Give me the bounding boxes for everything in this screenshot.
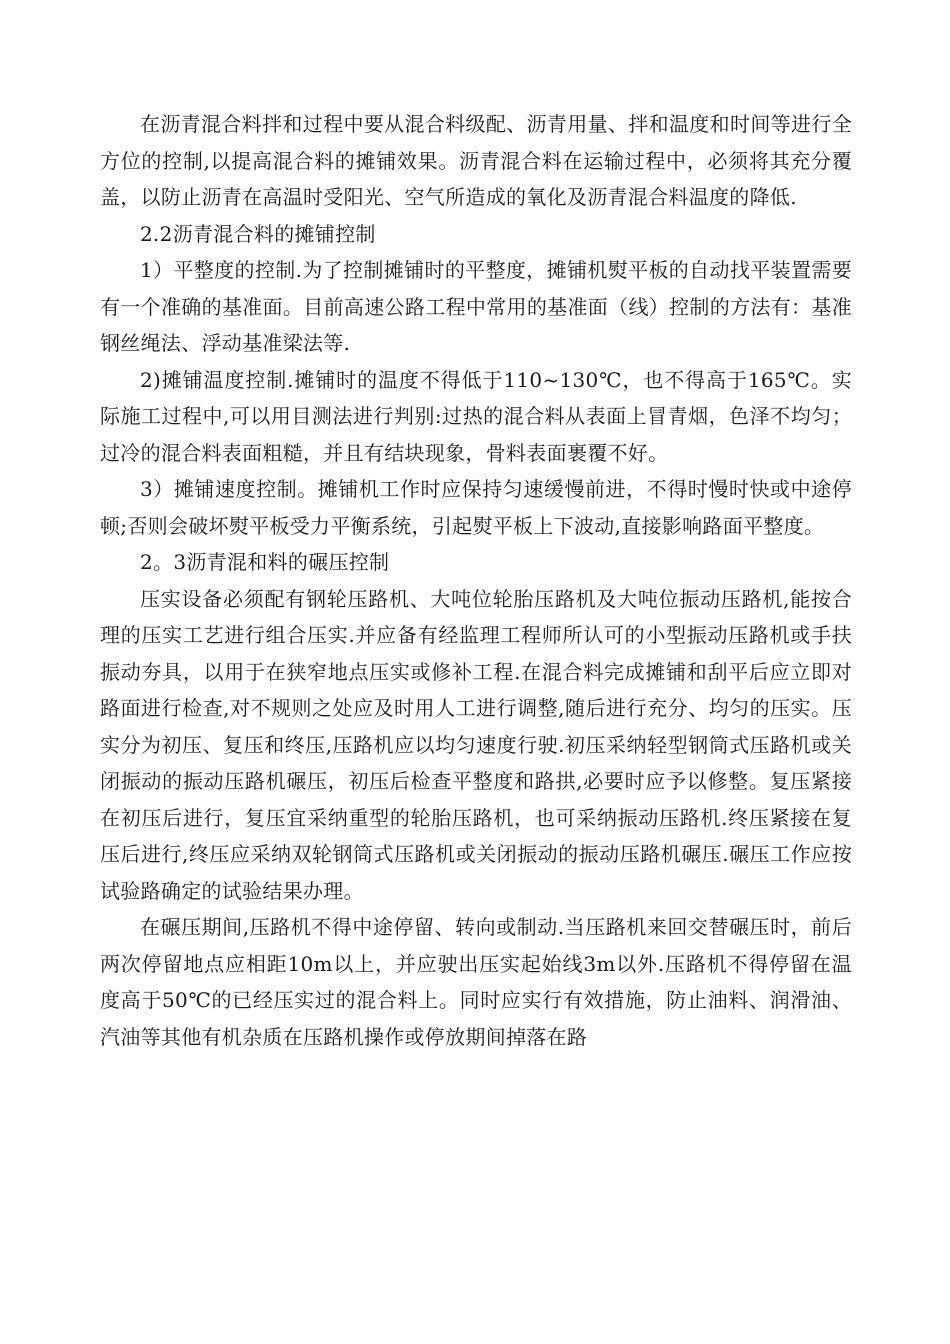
paragraph-flatness-control: 1）平整度的控制.为了控制摊铺时的平整度，摊铺机熨平板的自动找平装置需要有一个准确的基准面。目前高速公路工程中常用的基准面（线）控制的方法有：基准钢丝绳法、浮动基准梁法等. [100,258,852,355]
section-heading-compaction-control: 2。3沥青混和料的碾压控制 [140,550,390,574]
paragraph-mixing-control: 在沥青混合料拌和过程中要从混合料级配、沥青用量、拌和温度和时间等进行全方位的控制,以提高混合料的摊铺效果。沥青混合料在运输过程中，必须将其充分覆盖，以防止沥青在高温时受阳光、空气所造成的氧化及沥青混合料温度的降低. [100,112,852,209]
document-page [100,106,852,1055]
paragraph-temperature-control: 2)摊铺温度控制.摊铺时的温度不得低于110~130℃，也不得高于165℃。实际施工过程中,可以用目测法进行判别:过热的混合料从表面上冒青烟，色泽不均匀；过冷的混合料表面粗糙，并且有结块现象，骨料表面裹覆不好。 [100,367,852,465]
paragraph-compaction-period: 在碾压期间,压路机不得中途停留、转向或制动.当压路机来回交替碾压时，前后两次停留地点应相距10m以上，并应驶出压实起始线3m以外.压路机不得停留在温度高于50℃的已经压实过的混合料上。同时应实行有效措施，防止油料、润滑油、汽油等其他有机杂质在压路机操作或停放期间掉落在路 [100,915,852,1049]
paragraph-speed-control: 3）摊铺速度控制。摊铺机工作时应保持匀速缓慢前进，不得时慢时快或中途停顿;否则会破坏熨平板受力平衡系统，引起熨平板上下波动,直接影响路面平整度。 [100,477,852,538]
paragraph-compaction-equipment: 压实设备必须配有钢轮压路机、大吨位轮胎压路机及大吨位振动压路机,能按合理的压实工艺进行组合压实.并应备有经监理工程师所认可的小型振动压路机或手扶振动夯具，以用于在狭窄地点压实或修补工程.在混合料完成摊铺和刮平后应立即对路面进行检查,对不规则之处应及时用人工进行调整,随后进行充分、均匀的压实。压实分为初压、复压和终压,压路机应以均匀速度行驶.初压采纳轻型钢筒式压路机或关闭振动的振动压路机碾压，初压后检查平整度和路拱,必要时应予以修整。复压紧接在初压后进行，复压宜采纳重型的轮胎压路机，也可采纳振动压路机.终压紧接在复压后进行,终压应采纳双轮钢筒式压路机或关闭振动的振动压路机碾压.碾压工作应按试验路确定的试验结果办理。 [100,586,852,903]
section-heading-paving-control: 2.2沥青混合料的摊铺控制 [140,221,376,246]
